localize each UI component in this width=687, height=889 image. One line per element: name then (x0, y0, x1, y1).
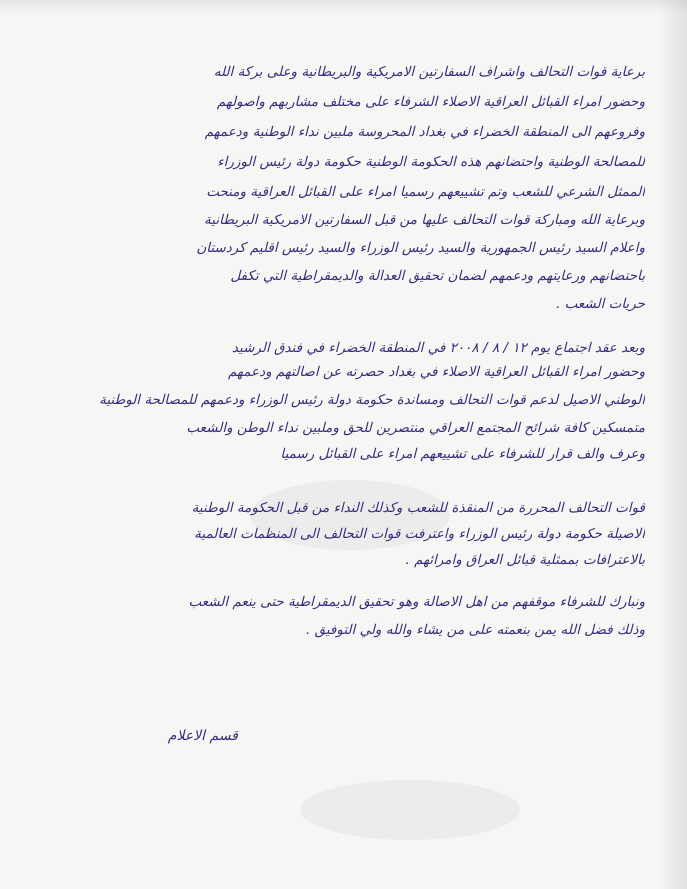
letter-line: الممثل الشرعي للشعب وتم تشييعهم رسميا امراء على القبائل العراقية ومنحت (206, 184, 645, 200)
letter-line: قوات التحالف المحررة من المنقذة للشعب وكذلك النداء من قبل الحكومة الوطنية (191, 500, 645, 516)
signature-department: قسم الاعلام (167, 728, 238, 744)
letter-line: وبعد عقد اجتماع يوم ١٢ / ٨ / ٢٠٠٨ في المنطقة الخضراء في فندق الرشيد (231, 340, 645, 356)
letter-line: متمسكين كافة شرائح المجتمع العراقي منتصرين للحق وملبين نداء الوطن والشعب (186, 420, 645, 436)
letter-line: وعرف والف قرار للشرفاء على تشييعهم امراء على القبائل رسميا (280, 446, 645, 462)
letter-line: وحضور امراء القبائل العراقية الاصلاء في بغداد حصرته عن اصالتهم ودعمهم (228, 364, 645, 380)
letter-line: وبرعاية الله ومباركة قوات التحالف عليها من قبل السفارتين الامريكية البريطانية (204, 212, 645, 228)
letter-line: باحتضانهم ورعايتهم ودعمهم لضمان تحقيق العدالة والديمقراطية التي تكفل (230, 268, 645, 284)
letter-line: برعاية قوات التحالف واشراف السفارتين الامريكية والبريطانية وعلى بركة الله (213, 64, 645, 80)
letter-paragraph-2 (70, 338, 645, 688)
letter-line: واعلام السيد رئيس الجمهورية والسيد رئيس الوزراء والسيد رئيس اقليم كردستان (196, 240, 645, 256)
scan-shading-top (0, 0, 687, 14)
letter-paragraph-1 (70, 62, 645, 332)
letter-line: الاصيلة حكومة دولة رئيس الوزراء واعترفت قوات التحالف الى المنظمات العالمية (194, 526, 645, 542)
letter-line: ونبارك للشرفاء موقفهم من اهل الاصالة وهو تحقيق الديمقراطية حتى ينعم الشعب (188, 594, 645, 610)
letter-line: وحضور امراء القبائل العراقية الاصلاء الشرفاء على مختلف مشاربهم واصولهم (216, 94, 645, 110)
scan-shading-right (659, 0, 687, 889)
letter-line: حريات الشعب . (556, 296, 645, 312)
letter-line: الوطني الاصيل لدعم قوات التحالف ومساندة حكومة دولة رئيس الوزراء ودعمهم للمصالحة الوطنية (99, 392, 645, 408)
letter-line: بالاعترافات بممثلية قبائل العراق وامرائهم . (405, 552, 645, 568)
letter-line: للمصالحة الوطنية واحتضانهم هذه الحكومة الوطنية حكومة دولة رئيس الوزراء (217, 154, 645, 170)
letter-line: وذلك فضل الله يمن بنعمته على من يشاء والله ولي التوفيق . (306, 622, 645, 638)
letter-line: وفروعهم الى المنطقة الخضراء في بغداد المحروسة ملبين نداء الوطنية ودعمهم (204, 124, 645, 140)
paper-smudge (300, 780, 520, 840)
